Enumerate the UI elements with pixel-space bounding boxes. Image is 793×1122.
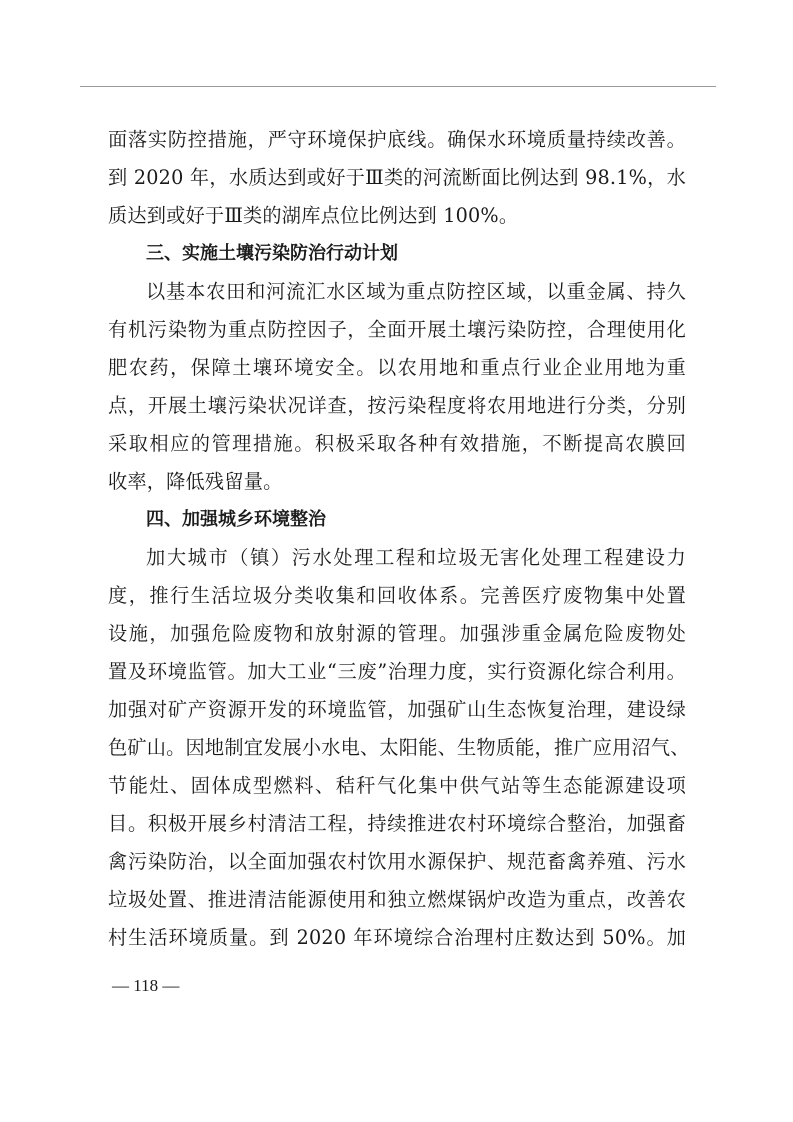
body-text-line: 加强对矿产资源开发的环境监管，加强矿山生态恢复治理，建设绿: [108, 698, 686, 721]
header-rule: [80, 86, 716, 87]
section-heading: 四、加强城乡环境整治: [146, 509, 326, 530]
body-text-line: 以基本农田和河流汇水区域为重点防控区域，以重金属、持久: [146, 280, 686, 303]
body-text-line: 加大城市（镇）污水处理工程和垃圾无害化处理工程建设力: [146, 546, 686, 569]
body-text-line: 垃圾处置、推进清洁能源使用和独立燃煤锅炉改造为重点，改善农: [108, 888, 686, 911]
body-text-line: 面落实防控措施，严守环境保护底线。确保水环境质量持续改善。: [108, 128, 686, 151]
body-text-line: 有机污染物为重点防控因子，全面开展土壤污染防控，合理使用化: [108, 318, 686, 341]
body-text-line: 禽污染防治，以全面加强农村饮用水源保护、规范畜禽养殖、污水: [108, 850, 686, 873]
body-text-line: 点，开展土壤污染状况详查，按污染程度将农用地进行分类，分别: [108, 394, 686, 417]
body-text-line: 色矿山。因地制宜发展小水电、太阳能、生物质能，推广应用沼气、: [108, 736, 690, 759]
body-text-line: 收率，降低残留量。: [108, 470, 283, 493]
body-text-line: 采取相应的管理措施。积极采取各种有效措施，不断提高农膜回: [108, 432, 686, 455]
section-heading: 三、实施土壤污染防治行动计划: [146, 243, 398, 264]
body-text-line: 设施，加强危险废物和放射源的管理。加强涉重金属危险废物处: [108, 622, 686, 645]
body-text-line: 肥农药，保障土壤环境安全。以农用地和重点行业企业用地为重: [108, 356, 686, 379]
body-text-line: 质达到或好于Ⅲ类的湖库点位比例达到 100%。: [108, 204, 519, 227]
body-text-line: 节能灶、固体成型燃料、秸秆气化集中供气站等生态能源建设项: [108, 774, 686, 797]
body-text-line: 置及环境监管。加大工业“三废”治理力度，实行资源化综合利用。: [108, 660, 686, 683]
body-text-line: 度，推行生活垃圾分类收集和回收体系。完善医疗废物集中处置: [108, 584, 686, 607]
page-number: — 118 —: [112, 976, 180, 995]
body-text-line: 村生活环境质量。到 2020 年环境综合治理村庄数达到 50%。加: [108, 926, 686, 949]
body-text-line: 目。积极开展乡村清洁工程，持续推进农村环境综合整治，加强畜: [108, 812, 686, 835]
body-text-line: 到 2020 年，水质达到或好于Ⅲ类的河流断面比例达到 98.1%，水: [108, 166, 686, 189]
